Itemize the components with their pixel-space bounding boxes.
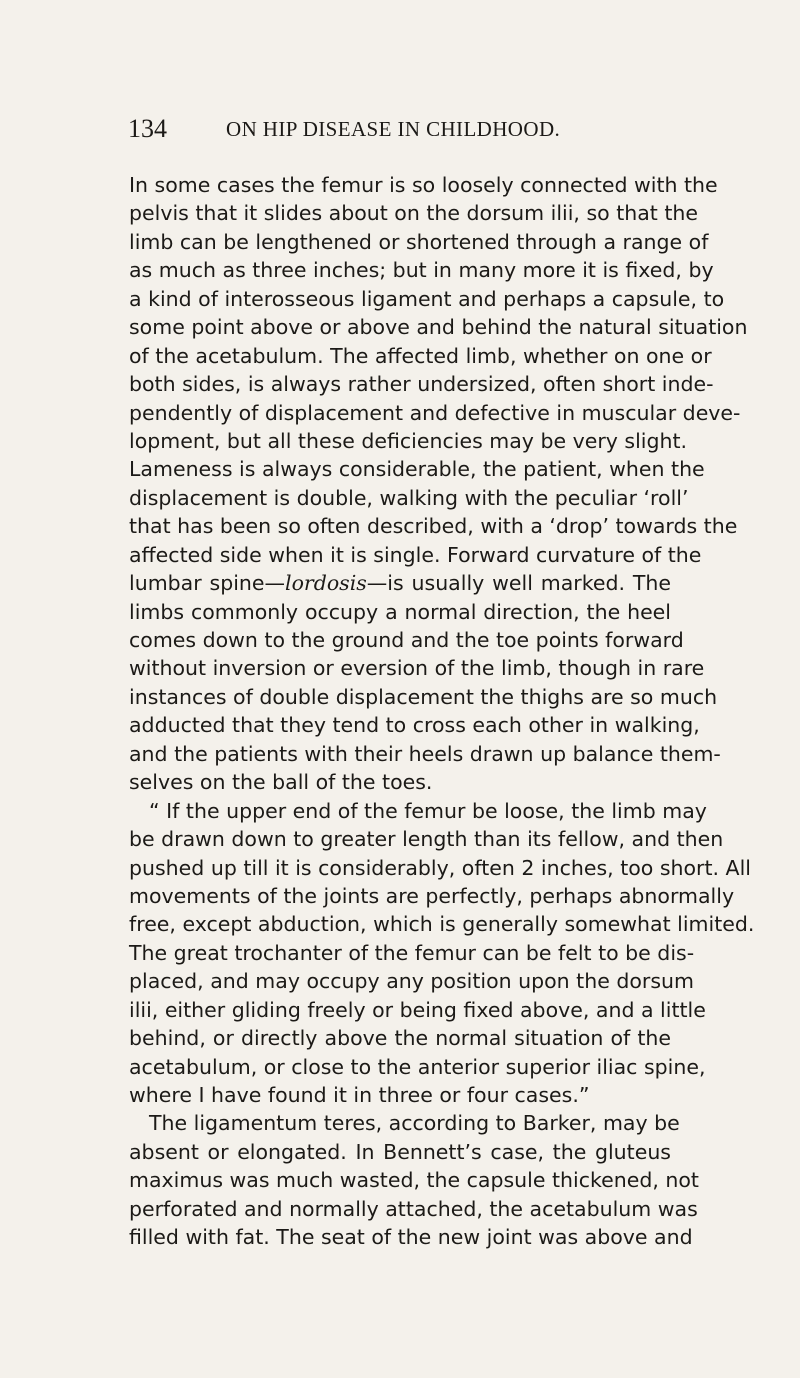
text-line: “ If the upper end of the femur be loose, the limb may — [149, 798, 707, 823]
text-line: of the acetabulum. The affected limb, whether on one or — [129, 343, 712, 368]
text-line: that has been so often described, with a ‘drop’ towards the — [129, 514, 738, 539]
text-line: be drawn down to greater length than its fellow, and then — [129, 827, 724, 852]
text-line: some point above or above and behind the natural situation — [129, 315, 748, 340]
text-line: without inversion or eversion of the limb, though in rare — [129, 656, 705, 681]
text-line: Lameness is always considerable, the patient, when the — [129, 457, 705, 482]
text-fragment: lumbar spine— — [129, 571, 286, 596]
text-line: maximus was much wasted, the capsule thickened, not — [129, 1168, 699, 1193]
italic-term: lordosis — [285, 571, 367, 596]
text-line: affected side when it is single. Forward curvature of the — [129, 542, 702, 567]
text-line: placed, and may occupy any position upon the dorsum — [129, 969, 694, 994]
text-line: free, except abduction, which is generally somewhat limited. — [129, 912, 755, 937]
text-line: ilii, either gliding freely or being fixed above, and a little — [129, 997, 706, 1022]
text-line: as much as three inches; but in many more it is fixed, by — [129, 258, 714, 283]
text-fragment: —is usually well marked. The — [366, 571, 671, 596]
text-line: where I have found it in three or four cases.” — [129, 1083, 590, 1107]
text-line: The great trochanter of the femur can be felt to be dis- — [129, 940, 695, 965]
text-line-with-italic — [129, 569, 671, 597]
text-line: selves on the ball of the toes. — [129, 770, 433, 795]
text-line: filled with fat. The seat of the new joint was above and — [129, 1225, 693, 1250]
text-line: The ligamentum teres, according to Barker, may be — [149, 1111, 680, 1136]
text-line: displacement is double, walking with the peculiar ‘roll’ — [129, 485, 689, 510]
text-line: adducted that they tend to cross each other in walking, — [129, 713, 700, 738]
text-line: pendently of displacement and defective in muscular deve- — [129, 400, 741, 425]
text-line: perforated and normally attached, the acetabulum was — [129, 1196, 698, 1221]
text-line: behind, or directly above the normal situation of the — [129, 1026, 671, 1051]
text-line: absent or elongated. In Bennett’s case, the gluteus — [129, 1139, 671, 1164]
page-header — [128, 114, 668, 148]
body-text — [129, 171, 755, 1252]
text-line: pelvis that it slides about on the dorsum ilii, so that the — [129, 201, 698, 226]
text-line: lopment, but all these deficiencies may be very slight. — [129, 428, 688, 453]
text-line: pushed up till it is considerably, often 2 inches, too short. All — [129, 855, 751, 880]
text-line: limbs commonly occupy a normal direction, the heel — [129, 599, 671, 624]
text-line: acetabulum, or close to the anterior superior iliac spine, — [129, 1054, 706, 1079]
text-line: movements of the joints are perfectly, perhaps abnormally — [129, 883, 735, 908]
page-number: 134 — [128, 114, 167, 143]
text-line: both sides, is always rather undersized, often short inde- — [129, 372, 714, 397]
text-line: instances of double displacement the thighs are so much — [129, 684, 718, 709]
text-line: In some cases the femur is so loosely connected with the — [129, 173, 718, 197]
text-line: comes down to the ground and the toe points forward — [129, 628, 684, 652]
text-line: and the patients with their heels drawn up balance them- — [129, 741, 721, 766]
running-head: ON HIP DISEASE IN CHILDHOOD. — [226, 117, 561, 141]
text-line: limb can be lengthened or shortened through a range of — [129, 229, 709, 254]
text-line: a kind of interosseous ligament and perhaps a capsule, to — [129, 286, 725, 311]
